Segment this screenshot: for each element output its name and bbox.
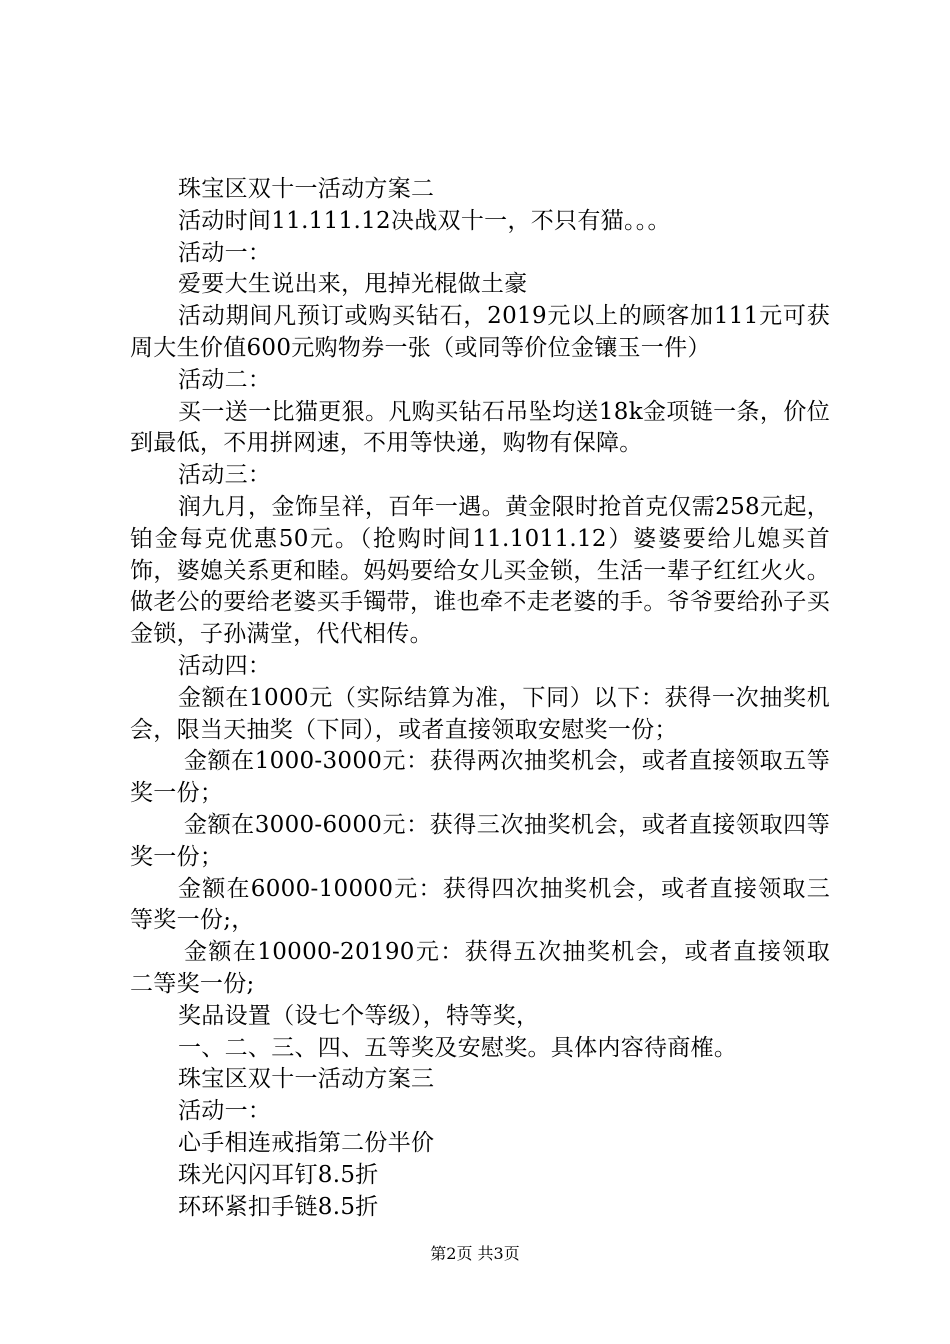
activity-heading: 活动二：: [178, 366, 272, 393]
paragraph: 一、二、三、四、五等奖及安慰奖。具体内容待商榷。: [178, 1034, 738, 1061]
section-title: 珠宝区双十一活动方案三: [178, 1066, 435, 1093]
activity-heading: 活动三：: [178, 462, 272, 489]
paragraph: 金额在6000-10000元：获得四次抽奖机会，或者直接领取三等奖一份;，: [130, 875, 830, 934]
paragraph: 珠光闪闪耳钉8.5折: [178, 1161, 379, 1188]
activity-heading: 活动四：: [178, 652, 272, 679]
paragraph: 金额在1000-3000元：获得两次抽奖机会，或者直接领取五等奖一份；: [130, 748, 830, 807]
paragraph: 爱要大生说出来，甩掉光棍做土豪: [178, 271, 528, 298]
paragraph: 心手相连戒指第二份半价: [178, 1129, 435, 1156]
paragraph: 金额在10000-20190元：获得五次抽奖机会，或者直接领取二等奖一份;: [130, 939, 830, 997]
paragraph: 环环紧扣手链8.5折: [178, 1193, 379, 1220]
paragraph: 活动时间11.111.12决战双十一，不只有猫。。。: [178, 207, 671, 234]
paragraph: 金额在1000元（实际结算为准，下同）以下：获得一次抽奖机会，限当天抽奖（下同），或者直接领取安慰奖一份；: [130, 684, 830, 743]
activity-heading: 活动一：: [178, 1098, 272, 1125]
paragraph: 金额在3000-6000元：获得三次抽奖机会，或者直接领取四等奖一份；: [130, 811, 830, 870]
document-body: [130, 174, 830, 1223]
paragraph: 奖品设置（设七个等级），特等奖，: [178, 1002, 540, 1029]
paragraph: 润九月，金饰呈祥，百年一遇。黄金限时抢首克仅需258元起，铂金每克优惠50元。（抢购时间11.1011.12）婆婆要给儿媳买首饰，婆媳关系更和睦。妈妈要给女儿买金锁，生活一辈子红红火火。做老公的要给老婆买手镯带，谁也牵不走老婆的手。爷爷要给孙子买金锁，子孙满堂，代代相传。: [130, 493, 830, 648]
activity-heading: 活动一：: [178, 239, 272, 266]
page-footer: 第2页 共3页: [430, 1244, 520, 1263]
paragraph: 活动期间凡预订或购买钻石，2019元以上的顾客加111元可获周大生价值600元购物券一张（或同等价位金镶玉一件）: [130, 303, 830, 361]
paragraph: 买一送一比猫更狠。凡购买钻石吊坠均送18k金项链一条，价位到最低，不用拼网速，不用等快递，购物有保障。: [130, 398, 830, 457]
section-title: 珠宝区双十一活动方案二: [178, 176, 435, 202]
